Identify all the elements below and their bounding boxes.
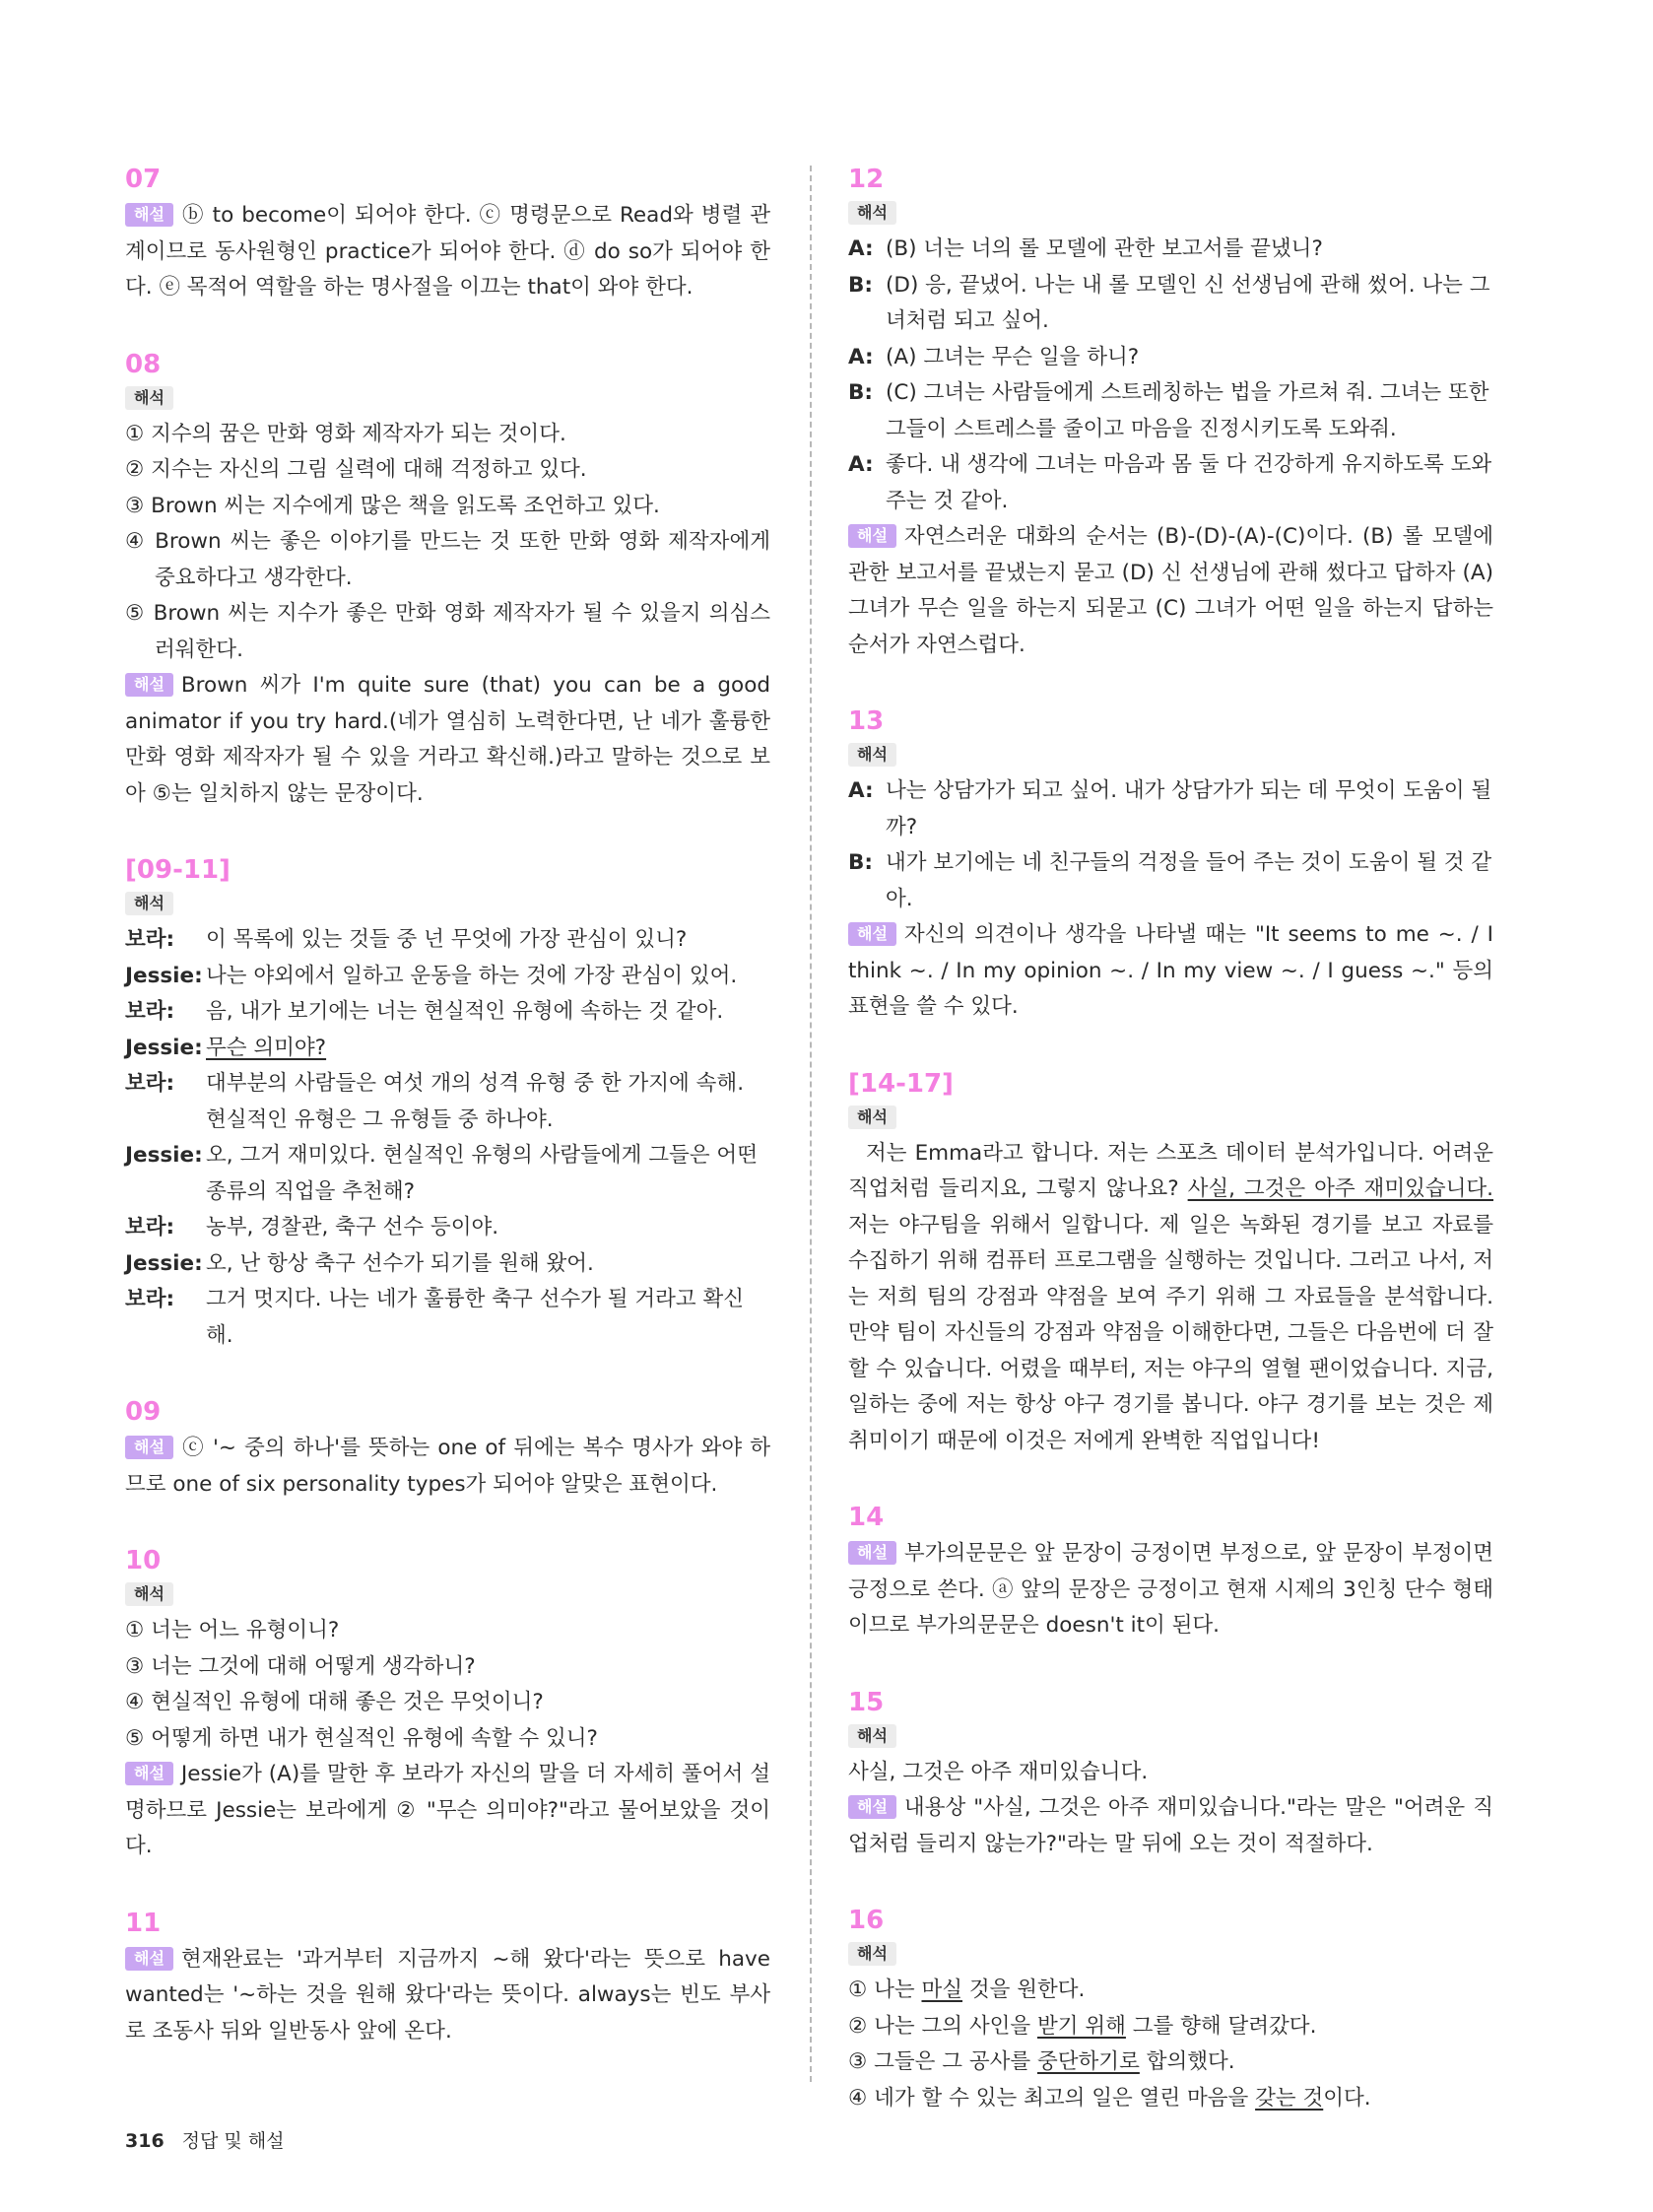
dialogue-line (125, 1246, 770, 1283)
list-item: ① 너는 어느 유형이니? (125, 1618, 340, 1642)
utterance: (D) 응, 끝냈어. 나는 내 롤 모델인 신 선생님에 관해 썼어. 나는 그녀처럼 되고 싶어. (886, 272, 1490, 333)
speaker: 보라: (125, 999, 175, 1024)
translation-badge: 해석 (125, 892, 173, 915)
utterance: 무슨 의미야? (206, 1035, 327, 1060)
explanation-text: 해설 ⓑ to become이 되어야 한다. ⓒ 명령문으로 Read와 병렬 관계이므로 동사원형인 practice가 되어야 한다. ⓓ do so가 되어야 한다. ⓔ 목적어 역할을 하는 명사절을 이끄는 that이 와야 한다. (125, 203, 770, 300)
section-09 (125, 1395, 770, 1503)
explanation-badge: 해설 (125, 203, 173, 227)
explanation-badge: 해설 (125, 1947, 173, 1971)
speaker: A: (848, 452, 874, 477)
utterance: 음, 내가 보기에는 너는 현실적인 유형에 속하는 것 같아. (206, 999, 724, 1024)
dialogue-line (848, 447, 1493, 519)
explanation-text: 해설 부가의문문은 앞 문장이 긍정이면 부정으로, 앞 문장이 부정이면 긍정으로 쓴다. ⓐ 앞의 문장은 긍정이고 현재 시제의 3인칭 단수 형태이므로 부가의문문은 doesn't it이 된다. (848, 1541, 1493, 1638)
utterance: (B) 너는 너의 롤 모델에 관한 보고서를 끝냈니? (886, 236, 1323, 261)
translation-badge: 해석 (848, 1106, 896, 1129)
dialogue-line (125, 1282, 770, 1354)
section-12 (848, 163, 1493, 663)
section-number: 10 (125, 1546, 162, 1575)
list-item: ③ Brown 씨는 지수에게 많은 책을 읽도록 조언하고 있다. (125, 493, 660, 518)
explanation-text: 해설 ⓒ '~ 중의 하나'를 뜻하는 one of 뒤에는 복수 명사가 와야 하므로 one of six personality types가 되어야 알맞은 표현이다. (125, 1436, 770, 1497)
section-14-17 (848, 1067, 1493, 1460)
section-11 (125, 1907, 770, 2050)
page-footer (125, 2126, 285, 2153)
list-item: ② 나는 그의 사인을 받기 위해 그를 향해 달려갔다. (848, 2013, 1317, 2039)
explanation-badge: 해설 (848, 1541, 896, 1565)
explanation-badge: 해설 (848, 1795, 896, 1819)
list-item: ③ 그들은 그 공사를 중단하기로 합의했다. (848, 2049, 1235, 2074)
left-column (125, 163, 770, 2091)
section-09-11 (125, 853, 770, 1354)
dialogue-line (848, 845, 1493, 917)
section-number: 13 (848, 706, 885, 736)
speaker: B: (848, 272, 873, 298)
utterance: (A) 그녀는 무슨 일을 하니? (886, 344, 1140, 369)
utterance: (C) 그녀는 사람들에게 스트레칭하는 법을 가르쳐 줘. 그녀는 또한 그들이 스트레스를 줄이고 마음을 진정시키도록 도와줘. (886, 380, 1489, 441)
utterance: 오, 난 항상 축구 선수가 되기를 원해 왔어. (206, 1250, 594, 1276)
utterance: 오, 그거 재미있다. 현실적인 유형의 사람들에게 그들은 어떤 종류의 직업을 추천해? (206, 1143, 758, 1204)
utterance: 내가 보기에는 네 친구들의 걱정을 들어 주는 것이 도움이 될 것 같아. (886, 850, 1492, 911)
dialogue-line (848, 232, 1493, 268)
utterance: 대부분의 사람들은 여섯 개의 성격 유형 중 한 가지에 속해. 현실적인 유형은 그 유형들 중 하나야. (206, 1071, 745, 1132)
section-number: 15 (848, 1687, 885, 1717)
dialogue-line (848, 375, 1493, 447)
passage-translation: 저는 Emma라고 합니다. 저는 스포츠 데이터 분석가입니다. 어려운 직업처럼 들리지요, 그렇지 않나요? 사실, 그것은 아주 재미있습니다. 저는 야구팀을 위해서 일합니다. 제 일은 녹화된 경기를 보고 자료를 수집하기 위해 컴퓨터 프로그램을 실행하는 것입니다. 그러고 나서, 저는 저희 팀의 강점과 약점을 보여 주기 위해 그 자료들을 분석합니다. 만약 팀이 자신들의 강점과 약점을 이해한다면, 그들은 다음번에 더 잘할 수 있습니다. 어렸을 때부터, 저는 야구의 열혈 팬이었습니다. 지금, 일하는 중에 저는 항상 야구 경기를 봅니다. 야구 경기를 보는 것은 제 취미이기 때문에 이것은 저에게 완벽한 직업입니다! (848, 1140, 1493, 1453)
dialogue-line (125, 1138, 770, 1210)
list-item: ① 나는 마실 것을 원한다. (848, 1977, 1086, 2002)
section-number: 08 (125, 349, 162, 379)
section-number: 12 (848, 165, 885, 194)
section-13 (848, 704, 1493, 1026)
list-item: ④ 현실적인 유형에 대해 좋은 것은 무엇이니? (125, 1690, 544, 1714)
dialogue-line (125, 959, 770, 995)
utterance: 나는 상담가가 되고 싶어. 내가 상담가가 되는 데 무엇이 도움이 될까? (886, 778, 1492, 839)
translation-badge: 해석 (848, 1942, 896, 1966)
speaker: B: (848, 380, 873, 405)
section-number: 16 (848, 1906, 885, 1935)
page-number: 316 (125, 2130, 165, 2152)
list-item: ② 지수는 자신의 그림 실력에 대해 걱정하고 있다. (125, 457, 587, 482)
translation-badge: 해석 (125, 1582, 173, 1606)
dialogue-line (125, 1066, 770, 1138)
explanation-text: 해설 Jessie가 (A)를 말한 후 보라가 자신의 말을 더 자세히 풀어서 설명하므로 Jessie는 보라에게 ② "무슨 의미야?"라고 물어보았을 것이다. (125, 1762, 770, 1858)
utterance: 나는 야외에서 일하고 운동을 하는 것에 가장 관심이 있어. (206, 963, 738, 988)
footer-title: 정답 및 해설 (181, 2130, 285, 2152)
dialogue-line (848, 340, 1493, 376)
dialogue-line (125, 922, 770, 959)
section-08 (125, 348, 770, 813)
utterance: 그거 멋지다. 나는 네가 훌륭한 축구 선수가 될 거라고 확신해. (206, 1287, 745, 1348)
explanation-badge: 해설 (125, 1762, 173, 1785)
translation-text: 사실, 그것은 아주 재미있습니다. (848, 1759, 1149, 1784)
section-number: [09-11] (125, 855, 231, 885)
list-item: ⑤ Brown 씨는 지수가 좋은 만화 영화 제작자가 될 수 있을지 의심스러워한다. (125, 601, 770, 662)
utterance: 이 목록에 있는 것들 중 넌 무엇에 가장 관심이 있니? (206, 927, 688, 952)
translation-badge: 해석 (125, 386, 173, 410)
explanation-text: 해설 Brown 씨가 I'm quite sure (that) you can be a good animator if you try hard.(네가 열심히 노력한다면, 난 네가 훌륭한 만화 영화 제작자가 될 수 있을 거라고 확신해.)라고 말하는 것으로 보아 ⑤는 일치하지 않는 문장이다. (125, 673, 770, 806)
speaker: 보라: (125, 927, 175, 952)
list-item: ③ 너는 그것에 대해 어떻게 생각하니? (125, 1653, 476, 1679)
list-item: ① 지수의 꿈은 만화 영화 제작자가 되는 것이다. (125, 421, 566, 446)
list-item: ④ Brown 씨는 좋은 이야기를 만드는 것 또한 만화 영화 제작자에게 중요하다고 생각한다. (125, 529, 770, 590)
explanation-text: 해설 현재완료는 '과거부터 지금까지 ~해 왔다'라는 뜻으로 have wanted는 '~하는 것을 원해 왔다'라는 뜻이다. always는 빈도 부사로 조동사 뒤와 일반동사 앞에 온다. (125, 1946, 770, 2044)
section-number: 09 (125, 1397, 162, 1427)
section-16 (848, 1904, 1493, 2116)
speaker: 보라: (125, 1071, 175, 1096)
section-10 (125, 1544, 770, 1865)
dialogue-line (125, 1031, 770, 1067)
explanation-badge: 해설 (848, 524, 896, 548)
section-number: 14 (848, 1503, 885, 1532)
section-number: 07 (125, 165, 162, 194)
section-14 (848, 1501, 1493, 1644)
speaker: Jessie: (125, 1143, 203, 1168)
speaker: A: (848, 236, 874, 261)
explanation-text: 해설 내용상 "사실, 그것은 아주 재미있습니다."라는 말은 "어려운 직업처럼 들리지 않는가?"라는 말 뒤에 오는 것이 적절하다. (848, 1795, 1493, 1856)
section-15 (848, 1686, 1493, 1863)
right-column (848, 163, 1493, 2158)
speaker: Jessie: (125, 1035, 203, 1060)
utterance: 농부, 경찰관, 축구 선수 등이야. (206, 1215, 499, 1240)
speaker: A: (848, 778, 874, 803)
translation-badge: 해석 (848, 201, 896, 225)
list-item: ④ 네가 할 수 있는 최고의 일은 열린 마음을 갖는 것이다. (848, 2085, 1371, 2111)
speaker: A: (848, 344, 874, 369)
section-number: [14-17] (848, 1068, 954, 1099)
speaker: Jessie: (125, 1250, 203, 1276)
dialogue-line (125, 1210, 770, 1246)
dialogue-line (848, 268, 1493, 340)
explanation-badge: 해설 (848, 922, 896, 946)
section-number: 11 (125, 1908, 162, 1938)
speaker: B: (848, 850, 873, 875)
list-item: ⑤ 어떻게 하면 내가 현실적인 유형에 속할 수 있니? (125, 1725, 598, 1751)
translation-badge: 해석 (848, 743, 896, 767)
speaker: 보라: (125, 1287, 175, 1311)
explanation-badge: 해설 (125, 1436, 173, 1459)
speaker: Jessie: (125, 963, 203, 988)
speaker: 보라: (125, 1215, 175, 1240)
dialogue-line (125, 994, 770, 1031)
utterance: 좋다. 내 생각에 그녀는 마음과 몸 둘 다 건강하게 유지하도록 도와주는 것 같아. (886, 452, 1492, 513)
column-divider (810, 166, 812, 2082)
section-07 (125, 163, 770, 306)
explanation-badge: 해설 (125, 673, 173, 697)
explanation-text: 해설 자연스러운 대화의 순서는 (B)-(D)-(A)-(C)이다. (B) 롤 모델에 관한 보고서를 끝냈는지 묻고 (D) 신 선생님에 관해 썼다고 답하자 (A) 그녀가 무슨 일을 하는지 되묻고 (C) 그녀가 어떤 일을 하는지 답하는 순서가 자연스럽다. (848, 524, 1493, 657)
translation-badge: 해석 (848, 1724, 896, 1748)
dialogue-line (848, 773, 1493, 845)
explanation-text: 해설 자신의 의견이나 생각을 나타낼 때는 "It seems to me ~. / I think ~. / In my opinion ~. / In my view ~. / I guess ~." 등의 표현을 쓸 수 있다. (848, 922, 1493, 1019)
